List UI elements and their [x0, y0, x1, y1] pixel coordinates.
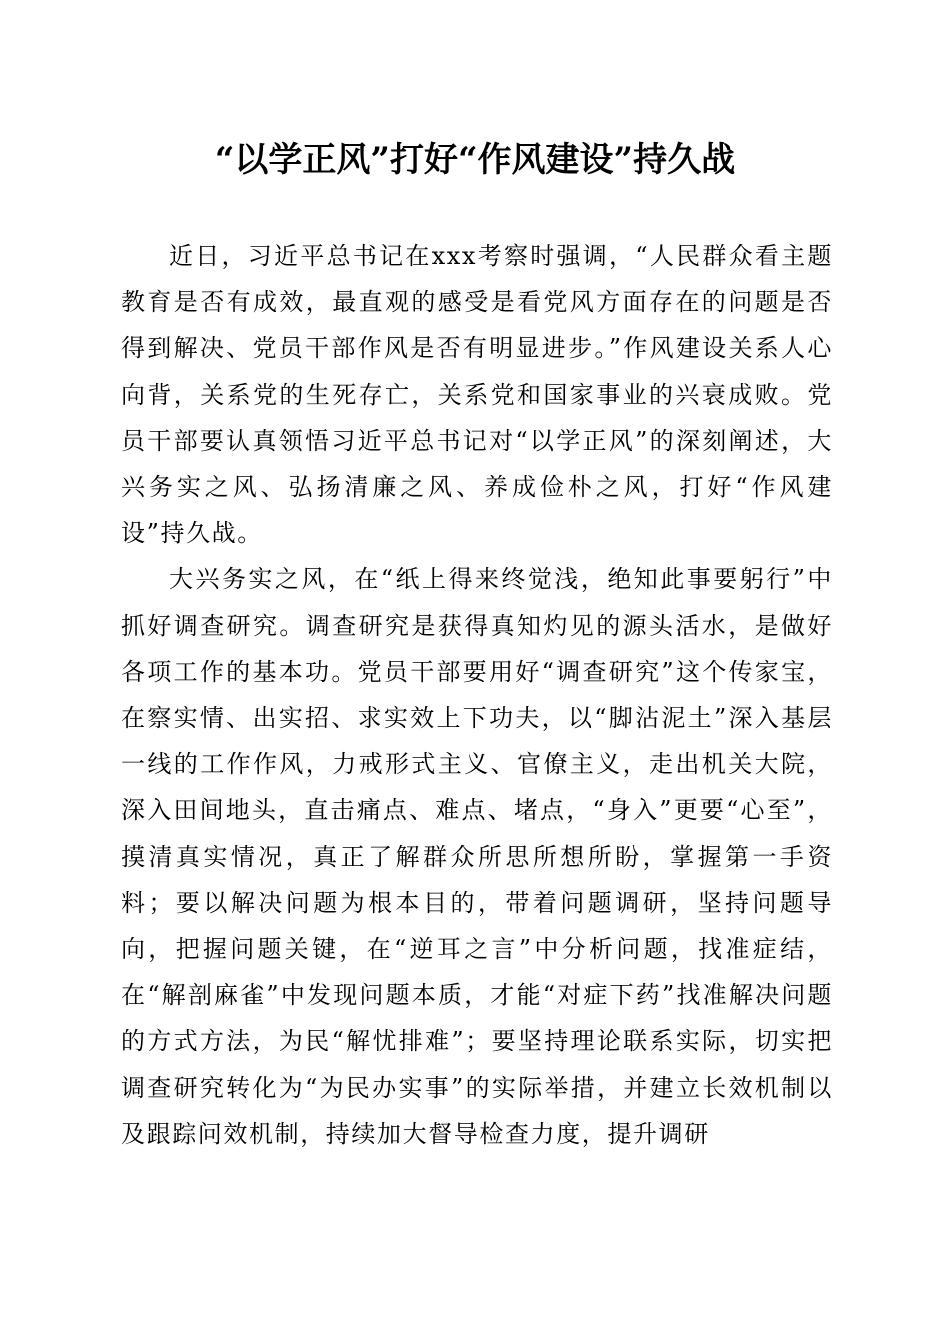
- document-title: “以学正风”打好“作风建设”持久战: [214, 140, 736, 180]
- paragraph-1: 近日，习近平总书记在xxx考察时强调，“人民群众看主题教育是否有成效，最直观的感受是看党风方面存在的问题是否得到解决、党员干部作风是否有明显进步。”作风建设关系人心向背，关系党的生死存亡，关系党和国家事业的兴衰成败。党员干部要认真领悟习近平总书记对“以学正风”的深刻阐述，大兴务实之风、弘扬清廉之风、养成俭朴之风，打好“作风建设”持久战。: [121, 242, 833, 548]
- document-body: [121, 233, 833, 1157]
- paragraph-2: 大兴务实之风，在“纸上得来终觉浅，绝知此事要躬行”中抓好调查研究。调查研究是获得真知灼见的源头活水，是做好各项工作的基本功。党员干部要用好“调查研究”这个传家宝，在察实情、出实招、求实效上下功夫，以“脚沾泥土”深入基层一线的工作作风，力戒形式主义、官僚主义，走出机关大院，深入田间地头，直击痛点、难点、堵点，“身入”更要“心至”，摸清真实情况，真正了解群众所思所想所盼，掌握第一手资料；要以解决问题为根本目的，带着问题调研，坚持问题导向，把握问题关键，在“逆耳之言”中分析问题，找准症结，在“解剖麻雀”中发现问题本质，才能“对症下药”找准解决问题的方式方法，为民“解忧排难”；要坚持理论联系实际，切实把调查研究转化为“为民办实事”的实际举措，并建立长效机制以及跟踪问效机制，持续加大督导检查力度，提升调研: [121, 565, 833, 1148]
